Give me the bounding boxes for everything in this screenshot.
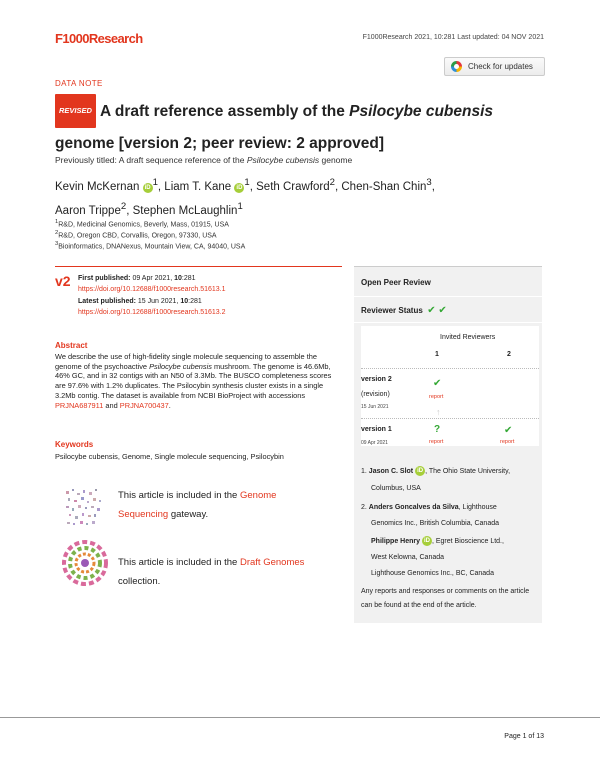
report-link[interactable]: report (500, 439, 515, 445)
latest-volume: 10 (180, 298, 189, 305)
latest-published (78, 298, 202, 305)
first-page: :281 (181, 275, 196, 282)
ring-center (81, 559, 89, 567)
gateway-link[interactable]: Genome Sequencing (118, 490, 277, 520)
article-title (55, 94, 545, 160)
title-species: Psilocybe cubensis (349, 103, 494, 120)
prev-title-a: Previously titled: A draft sequence reference of the (55, 155, 247, 165)
reviewer-num: 1. (361, 468, 367, 475)
arrow-up-icon: ↑ (436, 407, 441, 417)
collection-post: collection. (118, 576, 161, 587)
first-published-label: First published: (78, 275, 131, 282)
first-published-date: 09 Apr 2021, (130, 275, 175, 282)
title-part2: genome [version 2; peer review: 2 approved] (55, 135, 385, 152)
divider (354, 322, 542, 323)
orcid-icon[interactable]: iD (144, 184, 151, 191)
first-published (78, 275, 196, 282)
latest-page: :281 (188, 298, 202, 305)
orcid-icon[interactable]: iD (423, 538, 430, 544)
report-link[interactable]: report (429, 394, 444, 400)
reviewer-affil: , Lighthouse (458, 504, 497, 511)
author-name[interactable]: Aaron Trippe (55, 204, 121, 217)
reviewer-col-1: 1 (435, 351, 439, 358)
report-link[interactable]: report (429, 439, 444, 445)
orcid-icon[interactable]: iD (417, 468, 424, 474)
abstract-b: mushroom. The genome is 46.6Mb, 46% GC, and in 32 contigs with an N50 of 3.3Mb. The BUSCO completeness scores are 97.6% with 1.2% duplicates. The Psilocybin synthesis cluster exists in a single 3.2Mb contig. The dataset is available from NCBI BioProject with accessions (55, 361, 332, 400)
version1-name: version 1 (361, 426, 392, 433)
abstract-text (55, 352, 343, 410)
affiliation (55, 219, 229, 228)
version2-name: version 2 (361, 376, 392, 383)
version1-label (361, 426, 392, 433)
author-name[interactable]: Stephen McLaughlin (132, 204, 238, 217)
author-sup: 2 (120, 200, 127, 212)
gateway-pre: This article is included in the (118, 490, 240, 501)
reviewer-num: 2. (361, 504, 367, 511)
approved-icon: ✔ (433, 378, 442, 389)
logo-f1000: F1000 (55, 31, 89, 46)
gateway-post: gateway. (168, 509, 209, 520)
reviewer-affil: , Egret Bioscience Ltd., (431, 538, 504, 545)
journal-logo[interactable] (55, 31, 143, 46)
accession-link[interactable]: PRJNA687911 (55, 400, 104, 410)
previous-title (55, 155, 352, 165)
collection-link[interactable]: Draft Genomes (239, 557, 305, 568)
prev-title-species: Psilocybe cubensis (246, 155, 320, 165)
reviewer-name[interactable]: Anders Goncalves da Silva (368, 504, 459, 511)
check-for-updates-button[interactable] (444, 57, 545, 76)
reviewer-2b (371, 533, 504, 550)
reviewer-status-label: Reviewer Status (361, 306, 423, 315)
author-sup: 2 (329, 177, 335, 188)
reviewer-1-line2: Columbus, USA (371, 485, 421, 492)
abstract-a: We describe the use of high-fidelity single molecule sequencing to assemble the genome of the psychoactive (55, 352, 317, 371)
logo-research: Research (88, 31, 143, 46)
reviewer-name[interactable]: Philippe Henry (371, 538, 421, 545)
version-label: v2 (55, 273, 71, 289)
author-sup: 3 (426, 177, 432, 188)
affil-sup: 1 (55, 219, 59, 225)
header-citation: F1000Research 2021, 10:281 Last updated: 04 NOV 2021 (362, 34, 544, 41)
first-doi-row (78, 286, 226, 293)
reviewer-2 (361, 499, 497, 516)
revised-badge: REVISED (55, 94, 96, 128)
author-name[interactable]: Kevin McKernan (55, 180, 140, 193)
gateway-dots (66, 489, 101, 525)
reviewer-affil: , The Ohio State University, (425, 468, 511, 475)
latest-published-date: 15 Jun 2021, (135, 298, 181, 305)
reviewer-status (361, 305, 447, 316)
affiliation (55, 241, 245, 250)
collection-text (118, 553, 338, 591)
reviewer-2b-line2: West Kelowna, Canada (371, 554, 445, 561)
abstract-species: Psilocybe cubensis (149, 361, 212, 371)
open-peer-review-heading: Open Peer Review (361, 278, 431, 287)
prev-title-b: genome (319, 155, 353, 165)
first-doi-link[interactable]: https://doi.org/10.12688/f1000research.51613.1 (78, 286, 226, 293)
affil-sup: 2 (55, 230, 59, 236)
version1-date: 09 Apr 2021 (361, 440, 388, 446)
question-icon: ? (434, 424, 441, 435)
author-name[interactable]: Liam T. Kane (164, 180, 232, 193)
affiliation (55, 230, 217, 239)
page-number: Page 1 of 13 (504, 733, 544, 740)
abstract-and: and (103, 400, 120, 410)
author-sup: 1 (244, 177, 250, 188)
gateway-text (118, 486, 328, 524)
version2-label (361, 376, 392, 383)
keywords-heading: Keywords (55, 440, 94, 449)
reviewer-2-line2: Genomics Inc., British Columbia, Canada (371, 520, 499, 527)
first-volume: 10 (174, 275, 182, 282)
gateway-image[interactable] (62, 485, 106, 529)
approved-icons: ✔ ✔ (427, 305, 447, 316)
reviewer-name[interactable]: Jason C. Slot (368, 468, 414, 475)
affil-text: Bioinformatics, DNANexus, Mountain View, CA, 94040, USA (58, 243, 246, 251)
author-sup: 1 (152, 177, 158, 188)
author-name[interactable]: Seth Crawford (256, 180, 330, 193)
row-divider (361, 368, 539, 369)
abstract-end: . (168, 400, 171, 410)
latest-doi-link[interactable]: https://doi.org/10.12688/f1000research.51613.2 (78, 309, 226, 316)
crossmark-icon (451, 61, 462, 72)
reports-note: Any reports and responses or comments on the article can be found at the end of the article. (361, 588, 530, 609)
latest-published-label: Latest published: (78, 298, 136, 305)
latest-doi-row (78, 309, 226, 316)
reviewer-1 (361, 463, 510, 480)
author-sup: 1 (237, 200, 243, 212)
divider (354, 296, 542, 297)
reviewer-2b-line3: Lighthouse Genomics Inc., BC, Canada (371, 570, 494, 577)
orcid-icon[interactable]: iD (236, 184, 243, 191)
keywords-text: Psilocybe cubensis, Genome, Single molecule sequencing, Psilocybin (55, 452, 284, 461)
approved-icon: ✔ (504, 425, 513, 436)
divider (55, 266, 342, 267)
author-list: Kevin McKernan iD $^1$, Liam T. Kane iD $^1$, Seth Crawford$^2$, Chen-Shan Chin$^3$, Aaron Trippe$^2$, Stephen McLaughlin$^1$ (55, 177, 435, 217)
version2-sub: (revision) (361, 391, 390, 398)
invited-reviewers-heading: Invited Reviewers (440, 334, 496, 341)
footer-divider (0, 717, 600, 718)
accession-link[interactable]: PRJNA700437 (119, 400, 169, 410)
version2-date: 15 Jun 2021 (361, 404, 389, 410)
collection-image[interactable] (62, 540, 108, 586)
collection-pre: This article is included in the (118, 557, 240, 568)
affil-text: R&D, Oregon CBD, Corvallis, Oregon, 97330, USA (58, 232, 217, 240)
author-name[interactable]: Chen-Shan Chin (341, 180, 427, 193)
reviewer-col-2: 2 (507, 351, 511, 358)
affil-sup: 3 (55, 241, 59, 247)
abstract-heading: Abstract (55, 341, 88, 350)
affil-text: R&D, Medicinal Genomics, Beverly, Mass, 01915, USA (58, 221, 229, 229)
check-for-updates-label: Check for updates (468, 62, 533, 71)
article-type: DATA NOTE (55, 79, 103, 88)
title-part1: A draft reference assembly of the (99, 103, 350, 120)
row-divider (361, 418, 539, 419)
